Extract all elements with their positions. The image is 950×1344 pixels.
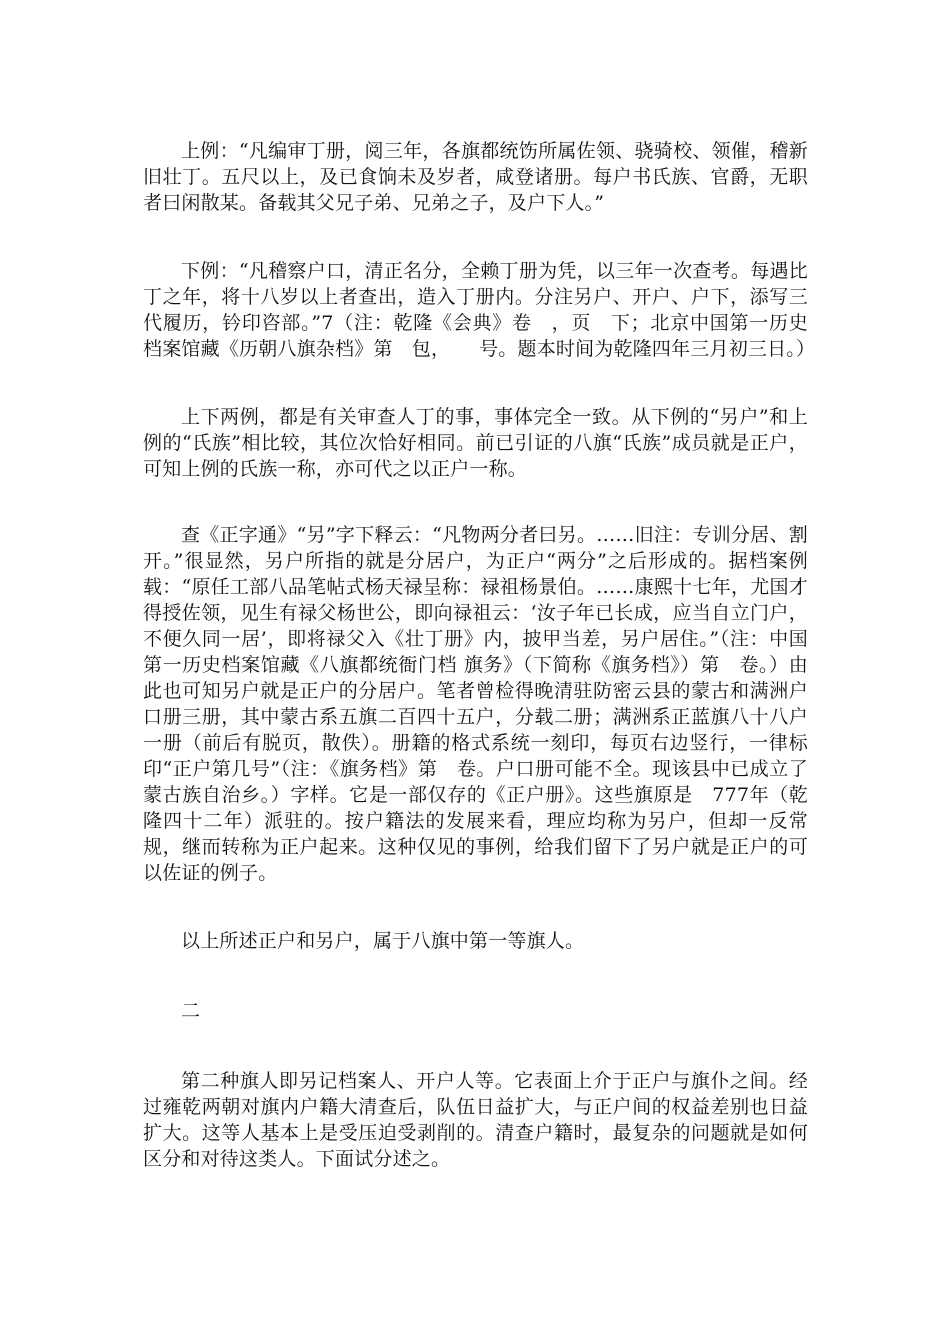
section-heading-two: 二 xyxy=(181,1000,201,1022)
paragraph-second-category: 第二种旗人即另记档案人、开户人等。它表面上介于正户与旗仆之间。经过雍乾两朝对旗内户籍大清查后，队伍日益扩大，与正户间的权益差别也日益扩大。这等人基本上是受压迫受剥削的。清查户籍时，最复杂的问题就是如何区分和对待这类人。下面试分述之。 xyxy=(143,1070,808,1170)
paragraph-lower-example: 下例：“凡稽察户口，清正名分，全赖丁册为凭，以三年一次查考。每遇比丁之年，将十八岁以上者查出，造入丁册内。分注另户、开户、户下，添写三代履历，钤印咨部。”7（注：乾隆《会典》卷 ，页 下；北京中国第一历史档案馆藏《历朝八旗杂档》第 包， 号。题本时间为乾隆四年三月初三日。） xyxy=(143,260,816,360)
paragraph-zhengzitong: 查《正字通》“另”字下释云：“凡物两分者曰另。……旧注：专训分居、割开。”很显然，另户所指的就是分居户，为正户“两分”之后形成的。据档案例载：“原任工部八品笔帖式杨天禄呈称：禄祖杨景伯。……康熙十七年，尤国才得授佐领，见生有禄父杨世公，即向禄祖云：‘汝子年已长成，应当自立门户，不便久同一居’，即将禄父入《壮丁册》内，披甲当差，另户居住。”（注：中国第一历史档案馆藏《八旗都统衙门档 旗务》（下简称《旗务档》）第 卷。）由此也可知另户就是正户的分居户。笔者曾检得晚清驻防密云县的蒙古和满洲户口册三册，其中蒙古系五旗二百四十五户，分载二册；满洲系正蓝旗八十八户一册（前后有脱页，散佚）。册籍的格式系统一刻印，每页右边竖行，一律标印“正户第几号”（注：《旗务档》第 卷。户口册可能不全。现该县中已成立了蒙古族自治乡。）字样。它是一部仅存的《正户册》。这些旗原是 777年（乾隆四十二年）派驻的。按户籍法的发展来看，理应均称为另户，但却一反常规，继而转称为正户起来。这种仅见的事例，给我们留下了另户就是正户的可以佐证的例子。 xyxy=(143,524,808,884)
paragraph-upper-example: 上例：“凡编审丁册，阅三年，各旗都统饬所属佐领、骁骑校、领催，稽新旧壮丁。五尺以上，及已食饷未及岁者，咸登诸册。每户书氏族、官爵，无职者曰闲散某。备载其父兄子弟、兄弟之子，及户下人。” xyxy=(143,140,808,214)
paragraph-summary: 以上所述正户和另户，属于八旗中第一等旗人。 xyxy=(181,930,585,952)
paragraph-comparison: 上下两例，都是有关审查人丁的事，事体完全一致。从下例的“另户”和上例的“氏族”相比较，其位次恰好相同。前已引证的八旗“氏族”成员就是正户，可知上例的氏族一称，亦可代之以正户一称。 xyxy=(143,406,808,480)
